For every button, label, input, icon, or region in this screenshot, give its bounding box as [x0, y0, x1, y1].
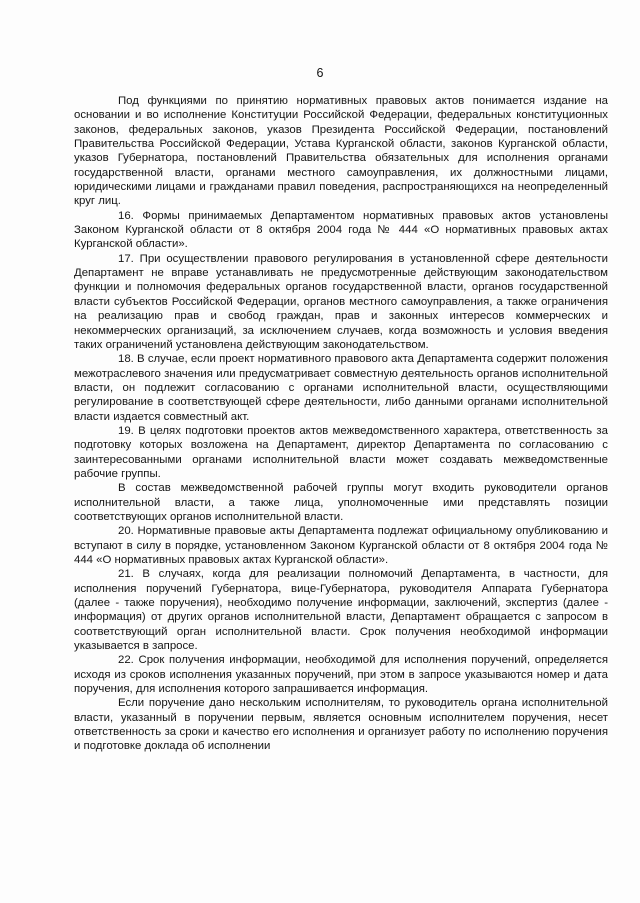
document-body: [74, 94, 608, 754]
paragraph-22-executors: Если поручение дано нескольким исполнителям, то руководитель органа исполнительной власти, указанный в поручении первым, является основным исполнителем поручения, несет ответственность за сроки и качество его исполнения и организует работу по исполнению поручения и подготовке доклада об исполнении: [74, 697, 608, 753]
paragraph-19-working-group: В состав межведомственной рабочей группы могут входить руководители органов исполнительной власти, а также лица, уполномоченные ими представлять позиции соответствующих органов исполнительной власти.: [74, 482, 608, 523]
paragraph-19: 19. В целях подготовки проектов актов межведомственного характера, ответственность за подготовку которых возложена на Департамент, директор Департамента по согласованию с заинтересованными органами исполнительной власти может создавать межведомственные рабочие группы.: [74, 424, 608, 480]
paragraph-22: 22. Срок получения информации, необходимой для исполнения поручений, определяется исходя из сроков исполнения указанных поручений, при этом в запросе указываются номер и дата поручения, для исполнения которого запрашивается информация.: [74, 654, 608, 696]
paragraph-21: 21. В случаях, когда для реализации полномочий Департамента, в частности, для исполнения поручений Губернатора, вице-Губернатора, руководителя Аппарата Губернатора (далее - также поручения), необходимо получение информации, заключений, экспертиз (далее - информация) от других органов исполнительной власти, Департамент обращается с запросом в соответствующий орган исполнительной власти. Срок получения необходимой информации указывается в запросе.: [74, 568, 608, 653]
paragraph-17: 17. При осуществлении правового регулирования в установленной сфере деятельности Департамент не вправе устанавливать не предусмотренные действующим законодательством функции и полномочия федеральных органов государственной власти, органов государственной власти субъектов Российской Федерации, органов местного самоуправления, а также ограничения на реализацию прав и свобод граждан, прав и законных интересов коммерческих и некоммерческих организаций, за исключением случаев, когда возможность и условия введения таких ограничений установлена действующим законодательством.: [74, 252, 608, 351]
paragraph-20: 20. Нормативные правовые акты Департамента подлежат официальному опубликованию и вступают в силу в порядке, установленном Законом Курганской области от 8 октября 2004 года № 444 «О нормативных правовых актах Курганской области».: [74, 525, 608, 566]
page-number: 6: [316, 66, 324, 80]
paragraph-functions-definition: Под функциями по принятию нормативных правовых актов понимается издание на основании и во исполнение Конституции Российской Федерации, федеральных конституционных законов, федеральных законов, указов Президента Российской Федерации, постановлений Правительства Российской Федерации, Устава Курганской области, законов Курганской области, указов Губернатора, постановлений Правительства обязательных для исполнения органами государственной власти, органами местного самоуправления, их должностными лицами, юридическими лицами и гражданами правил поведения, распространяющихся на неопределенный круг лиц.: [74, 95, 608, 208]
paragraph-18: 18. В случае, если проект нормативного правового акта Департамента содержит положения межотраслевого значения или предусматривает совместную деятельность органов исполнительной власти, он подлежит согласованию с органами исполнительной власти, осуществляющими регулирование в соответствующей сфере деятельности, либо данными органами исполнительной власти издается совместный акт.: [74, 353, 608, 423]
paragraph-16: 16. Формы принимаемых Департаментом нормативных правовых актов установлены Законом Курганской области от 8 октября 2004 года № 444 «О нормативных правовых актах Курганской области».: [74, 209, 608, 251]
